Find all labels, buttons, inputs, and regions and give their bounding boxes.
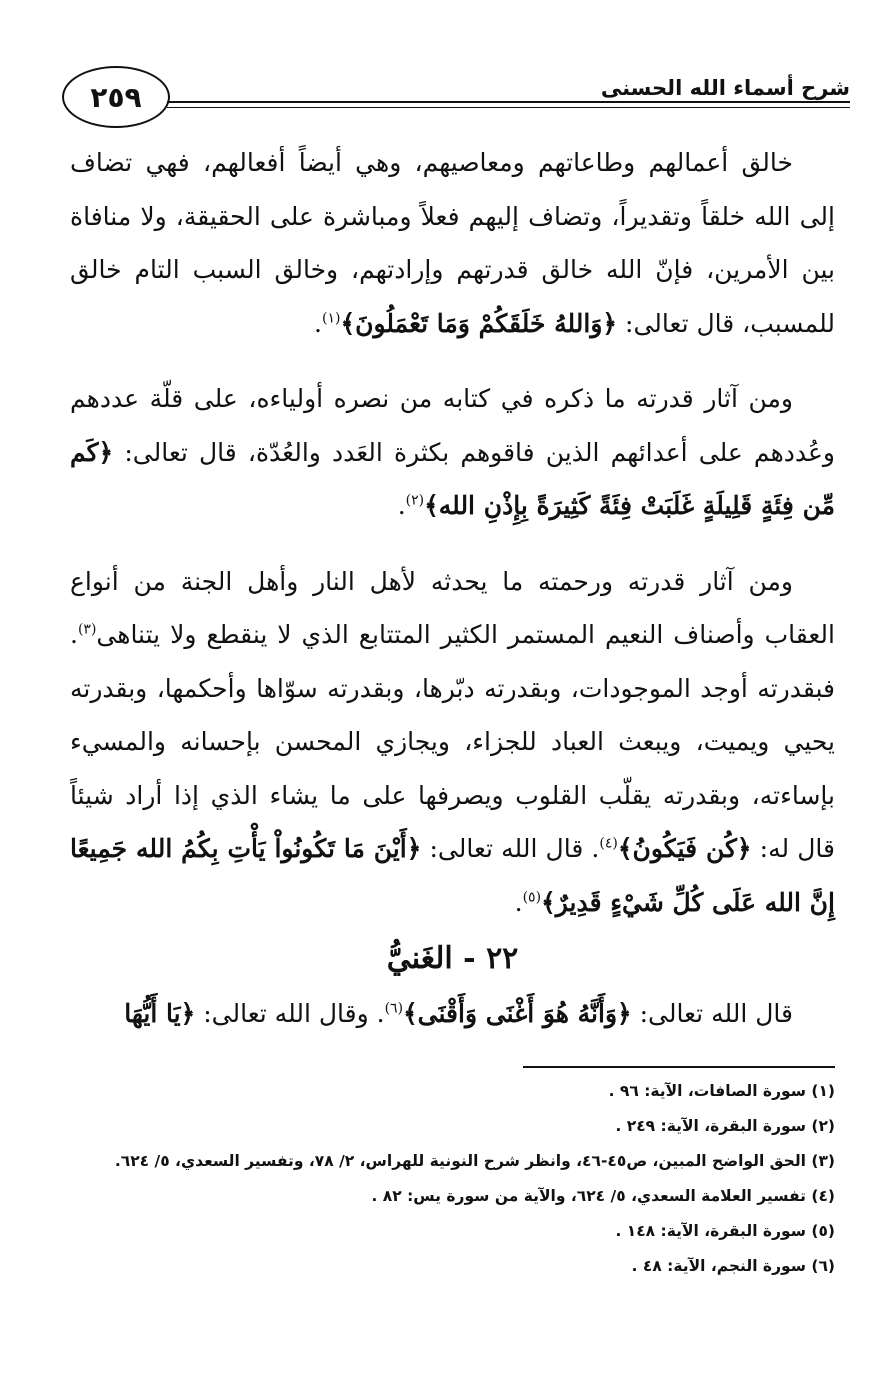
footnotes [60,1074,835,1284]
paragraph-3-text: . فبقدرته أوجد الموجودات، وبقدرته دبّرها، وبقدرته سوّاها وأحكمها، وبقدرته يحيي ويميت، ويبعث العباد للجزاء، ويجازي المحسن بإحسانه والمسيء بإساءته، وبقدرته يقلّب القلوب ويصرفها على ما يشاء الذي إذا أراد شيئاً قال له: [70,620,835,863]
paragraph-1-end: . [314,308,322,338]
footnote: (٣) الحق الواضح المبين، ص٤٥-٤٦، وانظر شرح النونية للهراس، ٢/ ٧٨، وتفسير السعدي، ٥/ ٦٢٤. [114,1152,835,1170]
paragraph-3-text: ومن آثار قدرته ورحمته ما يحدثه لأهل النار وأهل الجنة من أنواع العقاب وأصناف النعيم المستمر الكثير المتتابع الذي لا ينقطع ولا يتناهى [70,566,835,649]
paragraph-4 [70,987,835,1041]
footnote-ref: (٢) [405,492,425,509]
footnote: (٢) سورة البقرة، الآية: ٢٤٩ . [615,1117,835,1135]
paragraph-3-text: . قال الله تعالى: [421,834,600,863]
footnote-ref: (١) [321,310,341,327]
paragraph-2-end: . [397,491,406,520]
paragraph-1 [70,136,835,350]
footnote-ref: (٣) [77,621,97,638]
header-rule [167,101,850,103]
paragraph-3 [70,555,835,930]
quran-verse: ﴿وَأَنَّهُ هُوَ أَغْنَى وَأَقْنَى﴾ [403,999,632,1028]
quran-verse: ﴿وَاللهُ خَلَقَكُمْ وَمَا تَعْمَلُونَ﴾ [340,308,618,338]
footnote: (٦) سورة النجم، الآية: ٤٨ . [631,1257,835,1275]
header-rule-thin [167,107,850,108]
paragraph-4-text: . وقال الله تعالى: [195,999,385,1028]
footnote-ref: (٦) [384,1000,404,1017]
quran-verse: ﴿يَا أَيُّهَا [124,999,196,1028]
body-text [70,136,835,1041]
quran-verse: ﴿كُن فَيَكُونُ﴾ [617,834,752,863]
footnote-separator [523,1066,835,1068]
footnote: (٤) تفسير العلامة السعدي، ٥/ ٦٢٤، والآية من سورة يس: ٨٢ . [371,1187,835,1205]
paragraph-2-text: ومن آثار قدرته ما ذكره في كتابه من نصره أولياءه، على قلّة عددهم وعُددهم على أعدائهم الذين فاقوهم بكثرة العَدد والعُدّة، قال تعالى: [70,384,835,467]
footnote: (١) سورة الصافات، الآية: ٩٦ . [608,1082,835,1100]
footnote-ref: (٥) [522,889,542,906]
footnote-ref: (٤) [599,835,618,852]
quran-verse: ﴿أَيْنَ مَا تَكُونُواْ يَأْتِ بِكُمُ الله جَمِيعًا إِنَّ الله عَلَى كُلِّ شَيْءٍ قَدِيرٌ﴾ [70,834,835,917]
page-number: ٢٥٩ [62,66,170,128]
section-title: ٢٢ - الغَنيُّ [386,941,519,976]
paragraph-4-text: قال الله تعالى: [631,999,793,1028]
paragraph-3-end: . [514,887,523,917]
page-header [62,66,850,132]
running-title: شرح أسماء الله الحسنى [600,76,850,100]
paragraph-2 [70,372,835,533]
paragraph-1-text: خالق أعمالهم وطاعاتهم ومعاصيهم، وهي أيضاً أفعالهم، فهي تضاف إلى الله خلقاً وتقديراً، وتضاف إليهم فعلاً ومباشرة على الحقيقة، ولا منافاة بين الأمرين، فإنّ الله خالق قدرتهم وإرادتهم، وخالق السبب التام خالق للمسبب، قال تعالى: [70,148,835,338]
quran-verse: ﴿كَم مِّن فِئَةٍ قَلِيلَةٍ غَلَبَتْ فِئَةً كَثِيرَةً بِإِذْنِ الله﴾ [70,437,835,520]
footnote: (٥) سورة البقرة، الآية: ١٤٨ . [615,1222,835,1240]
